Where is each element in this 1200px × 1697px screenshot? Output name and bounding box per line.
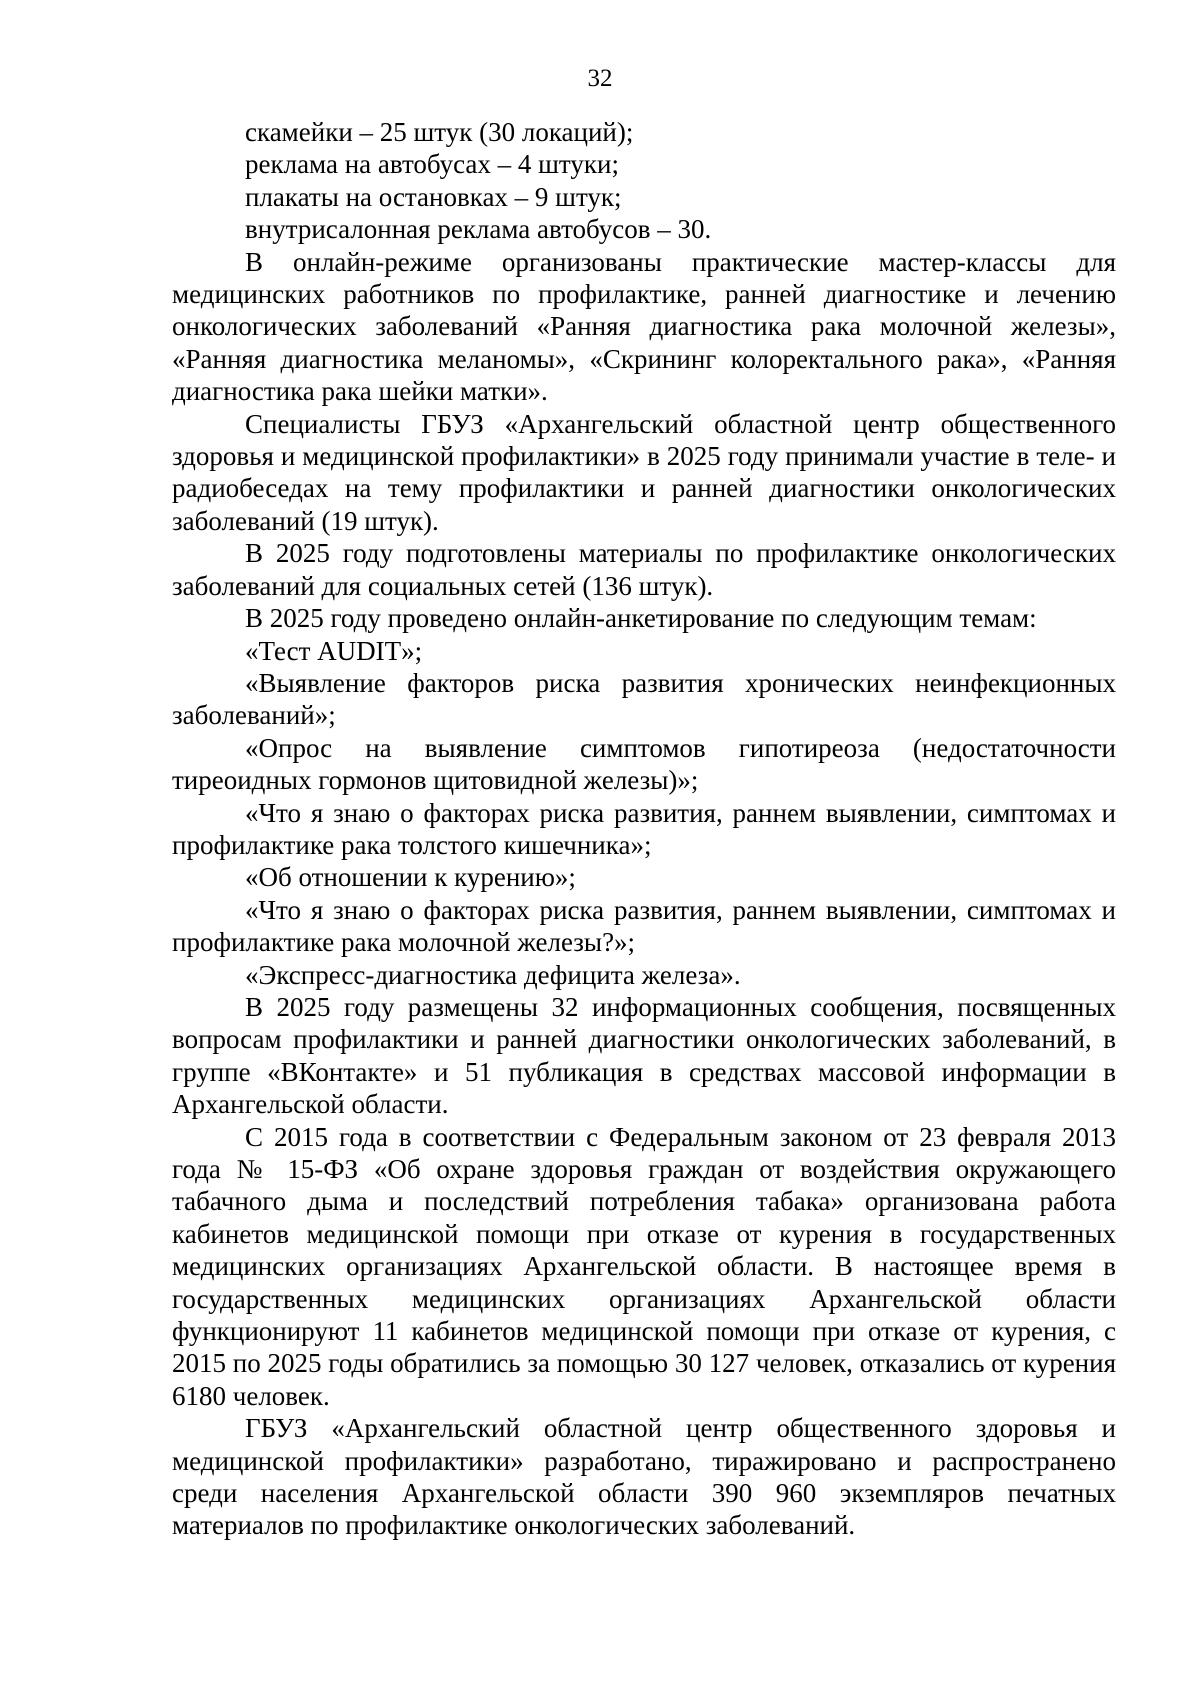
paragraph-social-networks: В 2025 году подготовлены материалы по профилактике онкологических заболеваний для социальных сетей (136 штук). xyxy=(172,538,1116,601)
survey-topic-breast-cancer: «Что я знаю о факторах риска развития, раннем выявлении, симптомах и профилактике рака молочной железы?»; xyxy=(172,894,1116,958)
paragraph-printed-materials: ГБУЗ «Архангельский областной центр общественного здоровья и медицинской профилактики» разработано, тиражировано и распространено среди населения Архангельской области 390 960 экземпляров печатных материалов по профилактике онкологических заболеваний. xyxy=(172,1413,1116,1541)
list-item-bus-ads: реклама на автобусах – 4 штуки; xyxy=(245,149,619,180)
list-item-benches: скамейки – 25 штук (30 локаций); xyxy=(245,117,634,147)
page-number: 32 xyxy=(587,65,613,92)
survey-topic-hypothyroidism: «Опрос на выявление симптомов гипотиреоза (недостаточности тиреоидных гормонов щитовидной железы)»; xyxy=(172,732,1116,796)
survey-topic-iron-deficiency: «Экспресс-диагностика дефицита железа». xyxy=(245,959,741,990)
survey-topic-audit: «Тест AUDIT»; xyxy=(245,635,423,666)
list-item-in-bus-ads: внутрисалонная реклама автобусов – 30. xyxy=(245,214,712,245)
document-body xyxy=(172,116,1116,1542)
survey-topic-smoking: «Об отношении к курению»; xyxy=(245,862,576,893)
survey-topic-risk-factors: «Выявление факторов риска развития хронических неинфекционных заболеваний»; xyxy=(172,667,1116,731)
list-item-stop-posters: плакаты на остановках – 9 штук; xyxy=(245,181,622,212)
paragraph-tv-radio: Специалисты ГБУЗ «Архангельский областной центр общественного здоровья и медицинской профилактики» в 2025 году принимали участие в теле- и радиобеседах на тему профилактики и ранней диагностики онкологических заболеваний (19 штук). xyxy=(172,408,1116,536)
survey-topic-colon-cancer: «Что я знаю о факторах риска развития, раннем выявлении, симптомах и профилактике рака толстого кишечника»; xyxy=(172,797,1116,860)
paragraph-master-classes: В онлайн-режиме организованы практические мастер-классы для медицинских работников по профилактике, ранней диагностике и лечению онкологических заболеваний «Ранняя диагностика рака молочной железы», «Ранняя диагностика меланомы», «Скрининг колоректального рака», «Ранняя диагностика рака шейки матки». xyxy=(172,246,1116,407)
paragraph-publications: В 2025 году размещены 32 информационных сообщения, посвященных вопросам профилактики и ранней диагностики онкологических заболеваний, в группе «ВКонтакте» и 51 публикация в средствах массовой информации в Архангельской области. xyxy=(172,991,1116,1120)
paragraph-smoking-cessation: С 2015 года в соответствии с Федеральным законом от 23 февраля 2013 года № 15-ФЗ «Об охране здоровья граждан от воздействия окружающего табачного дыма и последствий потребления табака» организована работа кабинетов медицинской помощи при отказе от курения в государственных медицинских организациях Архангельской области. В настоящее время в государственных медицинских организациях Архангельской области функционируют 11 кабинетов медицинской помощи при отказе от курения, с 2015 по 2025 годы обратились за помощью 30 127 человек, отказались от курения 6180 человек. xyxy=(172,1121,1116,1411)
paragraph-survey-intro: В 2025 году проведено онлайн-анкетирование по следующим темам: xyxy=(245,603,1037,634)
